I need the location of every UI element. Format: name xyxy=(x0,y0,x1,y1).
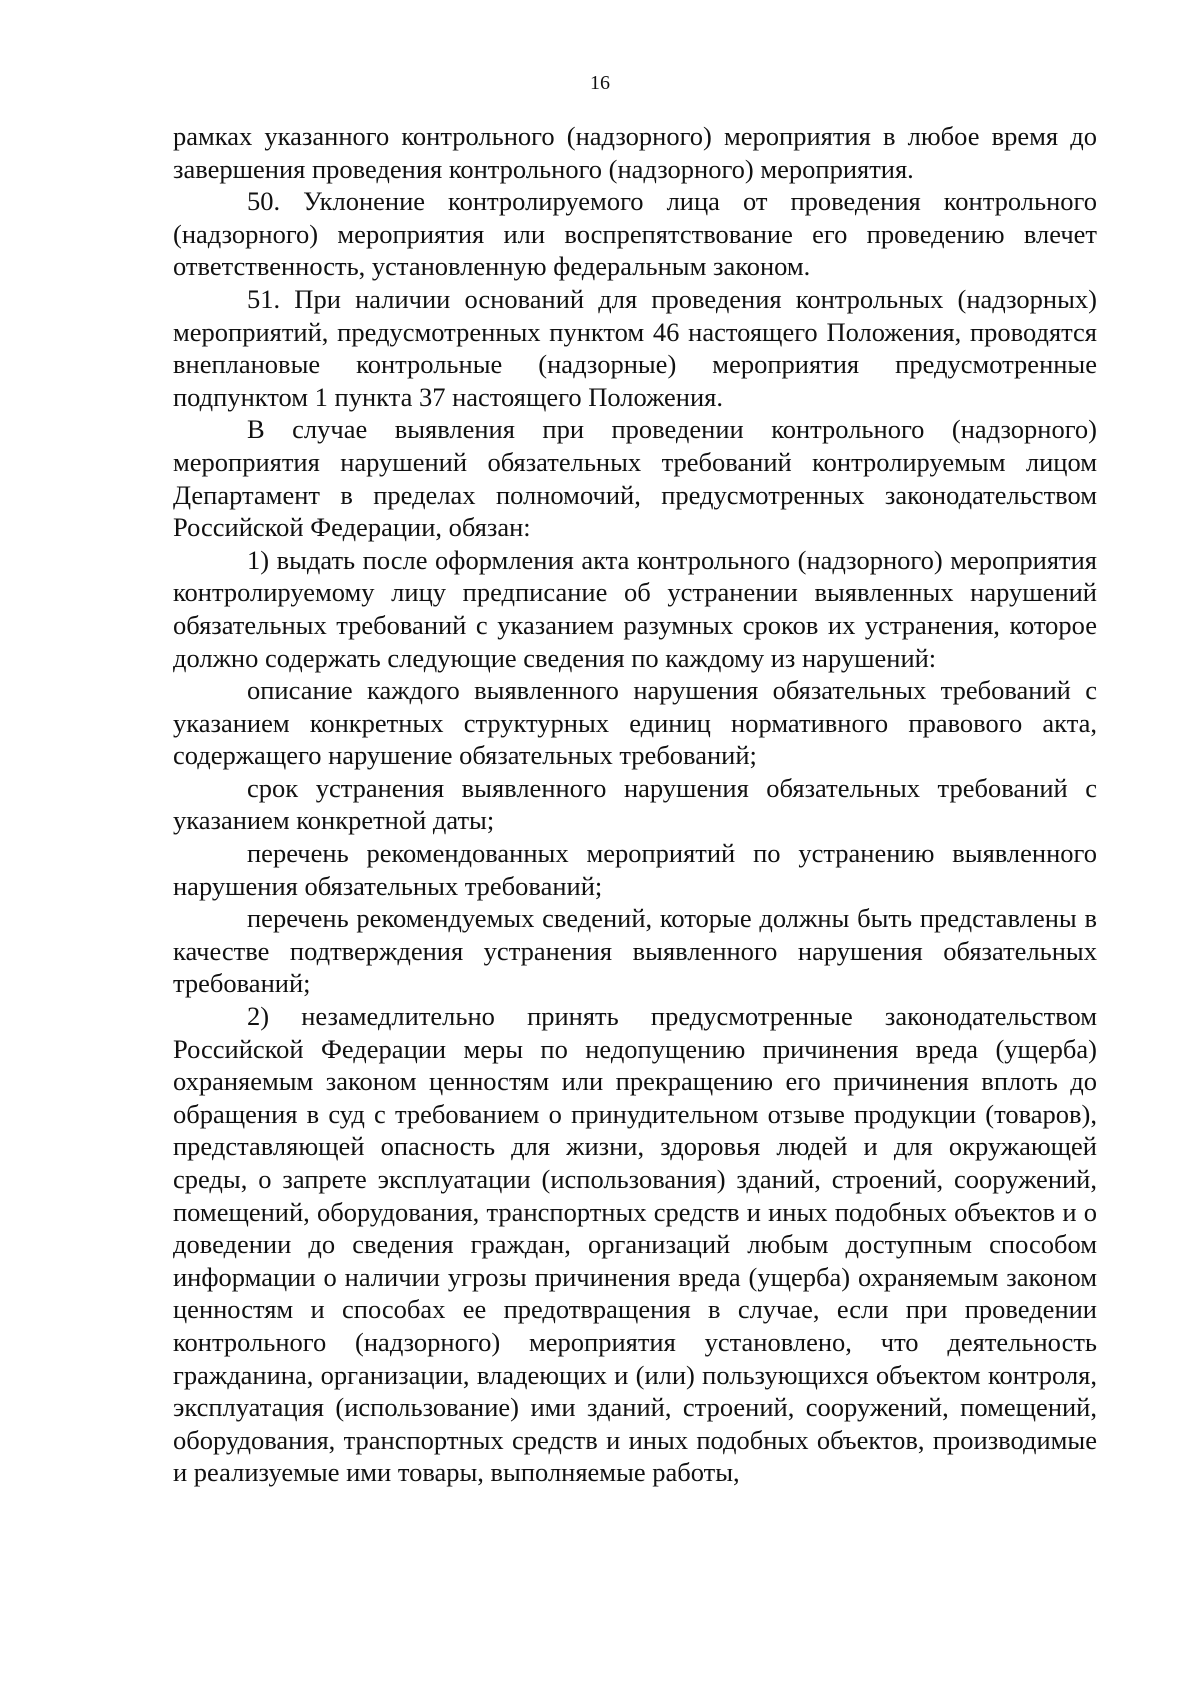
paragraph-subitem-2: 2) незамедлительно принять предусмотренные законодательством Российской Федерации меры по недопущению причинения вреда (ущерба) охраняемым законом ценностям или прекращению его причинения вплоть до обращения в суд с требованием о принудительном отзыве продукции (товаров), представляющей опасность для жизни, здоровья людей и для окружающей среды, о запрете эксплуатации (использования) зданий, строений, сооружений, помещений, оборудования, транспортных средств и иных подобных объектов и о доведении до сведения граждан, организаций любым доступным способом информации о наличии угрозы причинения вреда (ущерба) охраняемым законом ценностям и способах ее предотвращения в случае, если при проведении контрольного (надзорного) мероприятия установлено, что деятельность гражданина, организации, владеющих и (или) пользующихся объектом контроля, эксплуатация (использование) ими зданий, строений, сооружений, помещений, оборудования, транспортных средств и иных подобных объектов, производимые и реализуемые ими товары, выполняемые работы, xyxy=(173,1001,1097,1488)
paragraph-continuation: рамках указанного контрольного (надзорного) мероприятия в любое время до завершения проведения контрольного (надзорного) мероприятия. xyxy=(173,121,1097,184)
paragraph-elimination-deadline: срок устранения выявленного нарушения обязательных требований с указанием конкретной даты; xyxy=(173,772,1097,836)
paragraph-recommended-information: перечень рекомендуемых сведений, которые должны быть представлены в качестве подтверждения устранения выявленного нарушения обязательных требований; xyxy=(173,903,1097,999)
paragraph-recommended-measures: перечень рекомендованных мероприятий по устранению выявленного нарушения обязательных требований; xyxy=(173,838,1097,901)
paragraph-item-50: 50. Уклонение контролируемого лица от проведения контрольного (надзорного) мероприятия или воспрепятствование его проведению влечет ответственность, установленную федеральным законом. xyxy=(173,186,1097,282)
document-body xyxy=(173,120,1097,1489)
page-number: 16 xyxy=(590,72,610,94)
paragraph-subitem-1: 1) выдать после оформления акта контрольного (надзорного) мероприятия контролируемому лицу предписание об устранении выявленных нарушений обязательных требований с указанием разумных сроков их устранения, которое должно содержать следующие сведения по каждому из нарушений: xyxy=(173,544,1097,673)
paragraph-item-51: 51. При наличии оснований для проведения контрольных (надзорных) мероприятий, предусмотренных пунктом 46 настоящего Положения, проводятся внеплановые контрольные (надзорные) мероприятия предусмотренные подпунктом 1 пункта 37 настоящего Положения. xyxy=(173,283,1097,412)
paragraph-violation-description: описание каждого выявленного нарушения обязательных требований с указанием конкретных структурных единиц нормативного правового акта, содержащего нарушение обязательных требований; xyxy=(173,675,1097,771)
paragraph-violation-case: В случае выявления при проведении контрольного (надзорного) мероприятия нарушений обязательных требований контролируемым лицом Департамент в пределах полномочий, предусмотренных законодательством Российской Федерации, обязан: xyxy=(173,414,1097,543)
